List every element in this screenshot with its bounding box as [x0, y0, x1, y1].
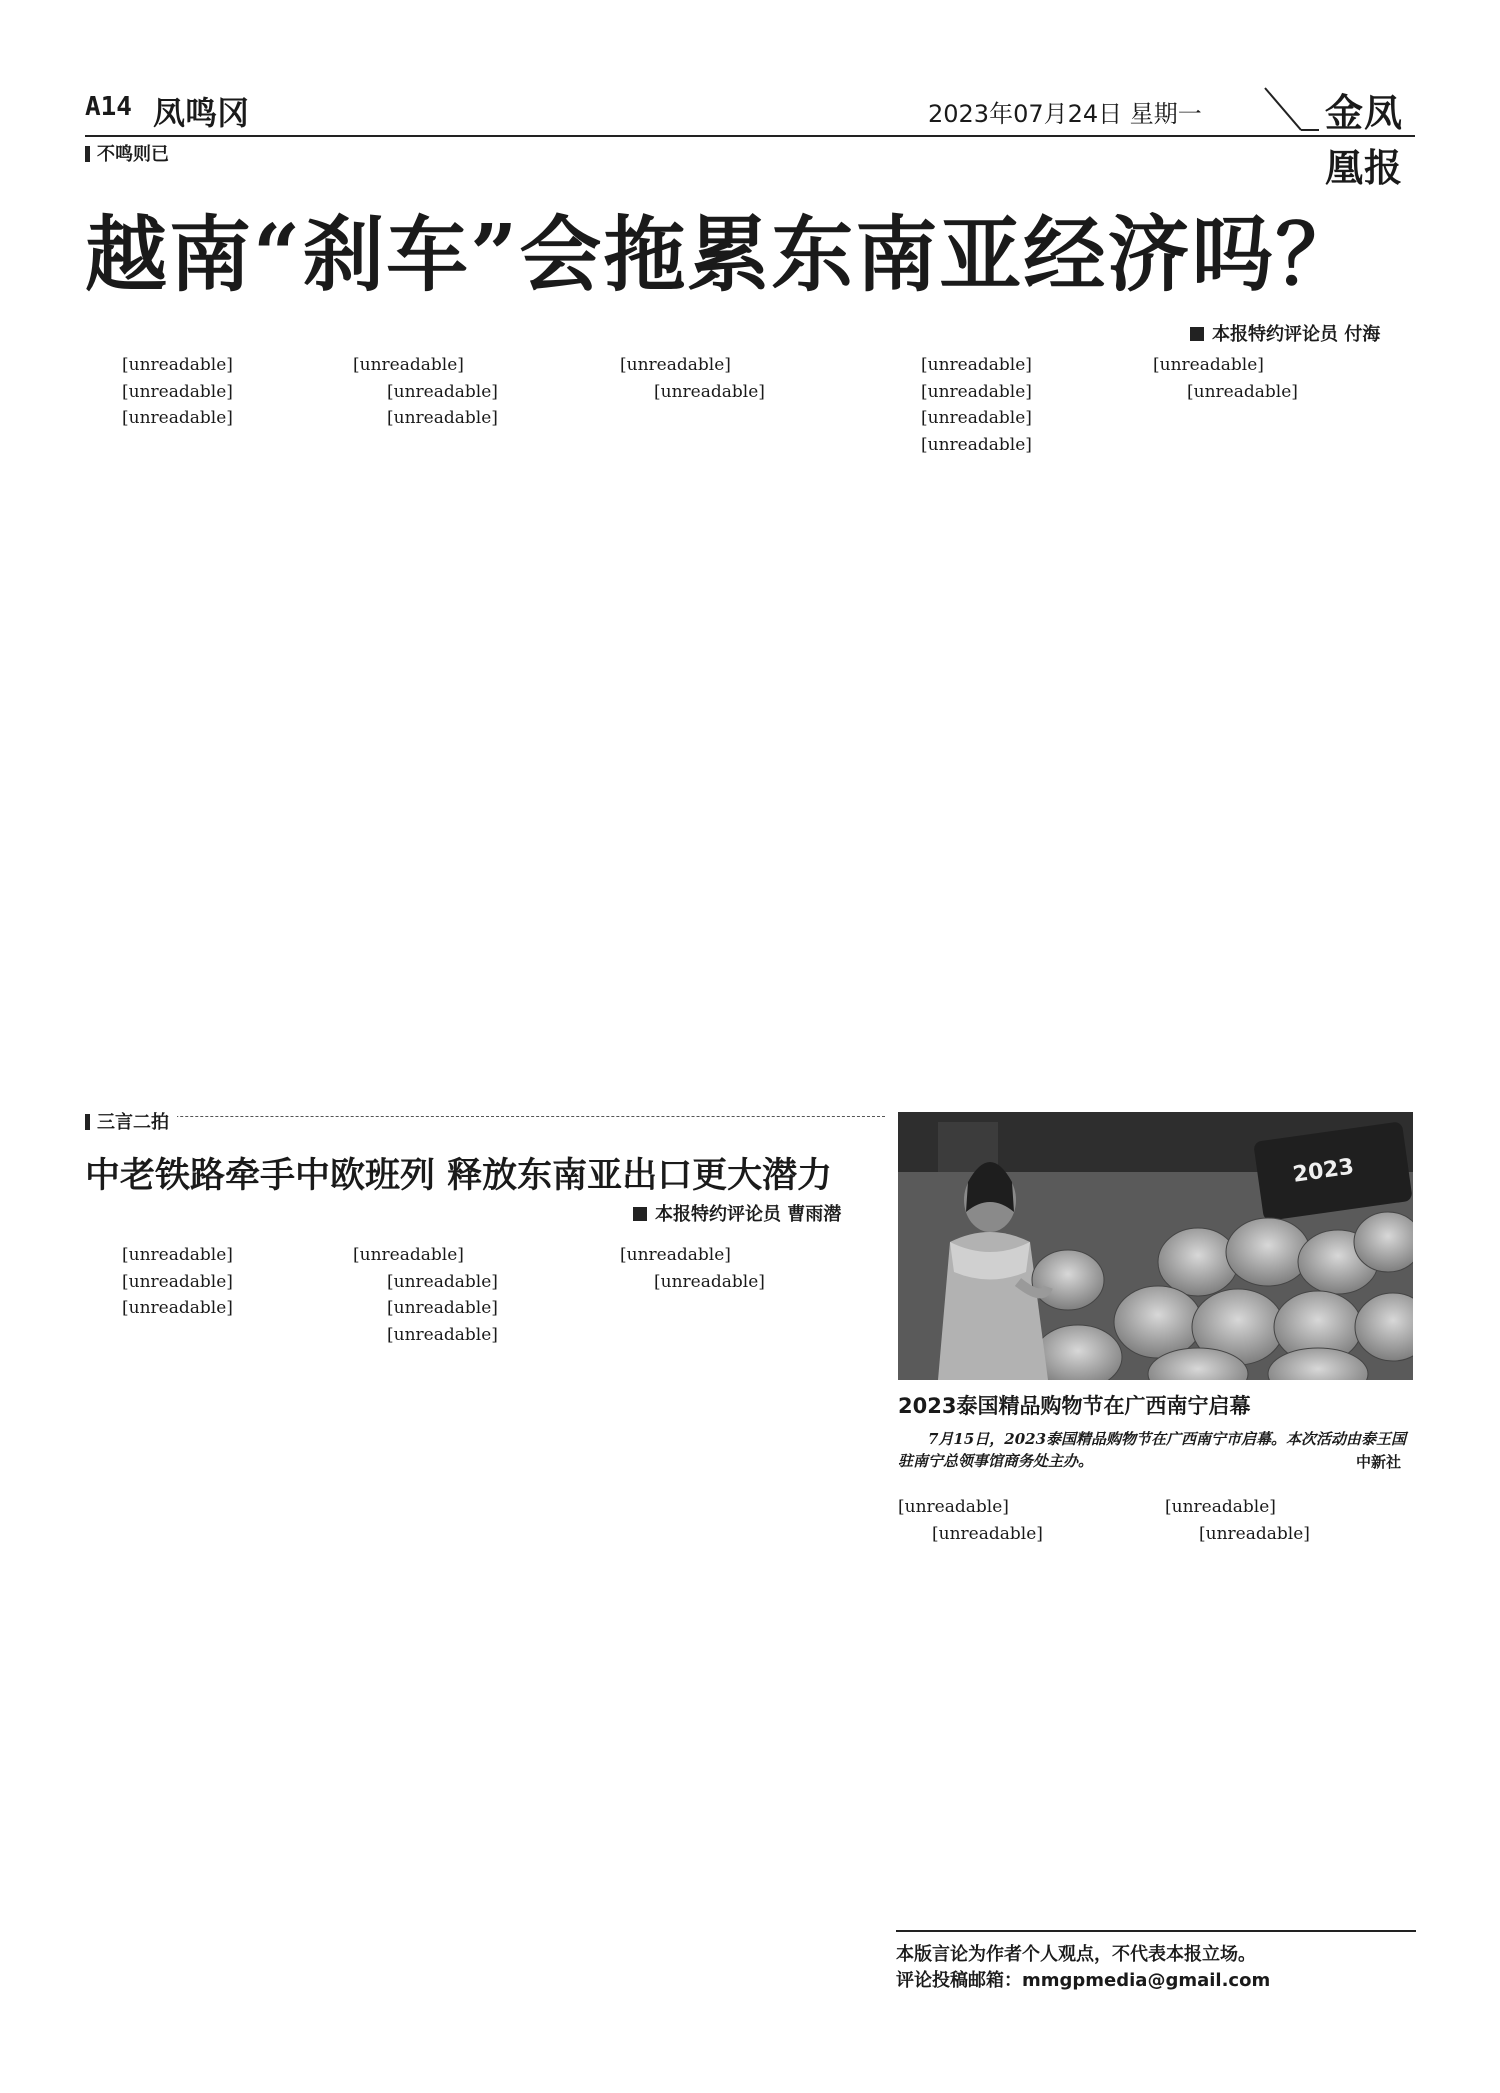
paragraph: [unreadable] [898, 1497, 1009, 1517]
paragraph: [unreadable] [353, 1245, 464, 1265]
page-number: A14 [85, 92, 132, 122]
column-tag [85, 140, 169, 166]
article1-column-1 [88, 352, 336, 1087]
section-name: 凤鸣冈 [153, 94, 250, 132]
article1-column-4 [887, 352, 1135, 1087]
divider-slash-icon [1261, 86, 1321, 132]
paragraph: [unreadable] [387, 381, 498, 402]
event-sign-text: 2023 [1291, 1154, 1356, 1188]
column-tag-label: 不鸣则已 [97, 144, 169, 165]
article2-headline: 中老铁路牵手中欧班列 释放东南亚出口更大潜力 [85, 1156, 833, 1196]
disclaimer-text: 本版言论为作者个人观点，不代表本报立场。 [896, 1944, 1256, 1965]
editorial-notice [896, 1930, 1416, 1994]
paragraph: [unreadable] [122, 1271, 233, 1292]
paragraph: [unreadable] [654, 1271, 765, 1292]
paragraph: [unreadable] [620, 1245, 731, 1265]
article2-column-4 [898, 1494, 1148, 1919]
article2-byline-text: 本报特约评论员 曹雨潜 [655, 1204, 842, 1225]
byline-square-icon [1190, 327, 1204, 341]
paragraph: [unreadable] [921, 355, 1032, 375]
article1-column-5 [1153, 352, 1415, 1087]
photo-credit: 中新社 [1356, 1453, 1402, 1471]
article2-column-2 [353, 1242, 601, 2072]
article1-headline: 越南“刹车”会拖累东南亚经济吗？ [85, 207, 1360, 303]
article1-column-2 [353, 352, 601, 1087]
article2-kicker [85, 1108, 177, 1134]
submission-email[interactable]: 评论投稿邮箱：mmgpmedia@gmail.com [896, 1970, 1271, 1991]
paragraph: [unreadable] [387, 1271, 498, 1292]
photo-title: 2023泰国精品购物节在广西南宁启幕 [898, 1394, 1251, 1418]
section-divider [85, 1116, 885, 1117]
paragraph: [unreadable] [1199, 1523, 1310, 1544]
paragraph: [unreadable] [122, 381, 233, 402]
tag-bar-icon [85, 146, 90, 162]
paragraph: [unreadable] [921, 408, 1032, 429]
article2-column-3 [620, 1242, 878, 2072]
paragraph: [unreadable] [1187, 381, 1298, 402]
byline-square-icon [633, 1207, 647, 1221]
paragraph: [unreadable] [1165, 1497, 1276, 1517]
article1-byline-text: 本报特约评论员 付海 [1212, 324, 1381, 345]
article2-column-1 [88, 1242, 336, 2072]
paragraph: [unreadable] [122, 355, 233, 375]
paragraph: [unreadable] [654, 381, 765, 402]
paragraph: [unreadable] [122, 1298, 233, 1319]
paragraph: [unreadable] [387, 1298, 498, 1319]
event-photo-image [898, 1112, 1413, 1380]
kicker-bar-icon [85, 1114, 90, 1130]
paragraph: [unreadable] [921, 381, 1032, 402]
article1-column-3 [620, 352, 868, 1087]
paragraph: [unreadable] [122, 1245, 233, 1265]
article1-byline [1190, 320, 1380, 346]
paragraph: [unreadable] [122, 408, 233, 429]
photo-caption: 7月15日，2023泰国精品购物节在广西南宁市启幕。本次活动由泰王国驻南宁总领事馆商务处主办。 [898, 1430, 1407, 1470]
paragraph: [unreadable] [1153, 355, 1264, 375]
paragraph: [unreadable] [620, 355, 731, 375]
article2-kicker-label: 三言二拍 [97, 1112, 169, 1133]
article2-column-5 [1165, 1494, 1415, 1919]
header-rule [85, 135, 1415, 137]
issue-date: 2023年07月24日 星期一 [928, 100, 1202, 128]
paragraph: [unreadable] [353, 355, 464, 375]
newspaper-logo: 金凤凰报 [1325, 90, 1404, 190]
paragraph: [unreadable] [932, 1523, 1043, 1544]
paragraph: [unreadable] [921, 434, 1032, 455]
paragraph: [unreadable] [387, 1324, 498, 1345]
article2-byline [633, 1200, 841, 1226]
paragraph: [unreadable] [387, 408, 498, 429]
event-photo [898, 1112, 1413, 1380]
